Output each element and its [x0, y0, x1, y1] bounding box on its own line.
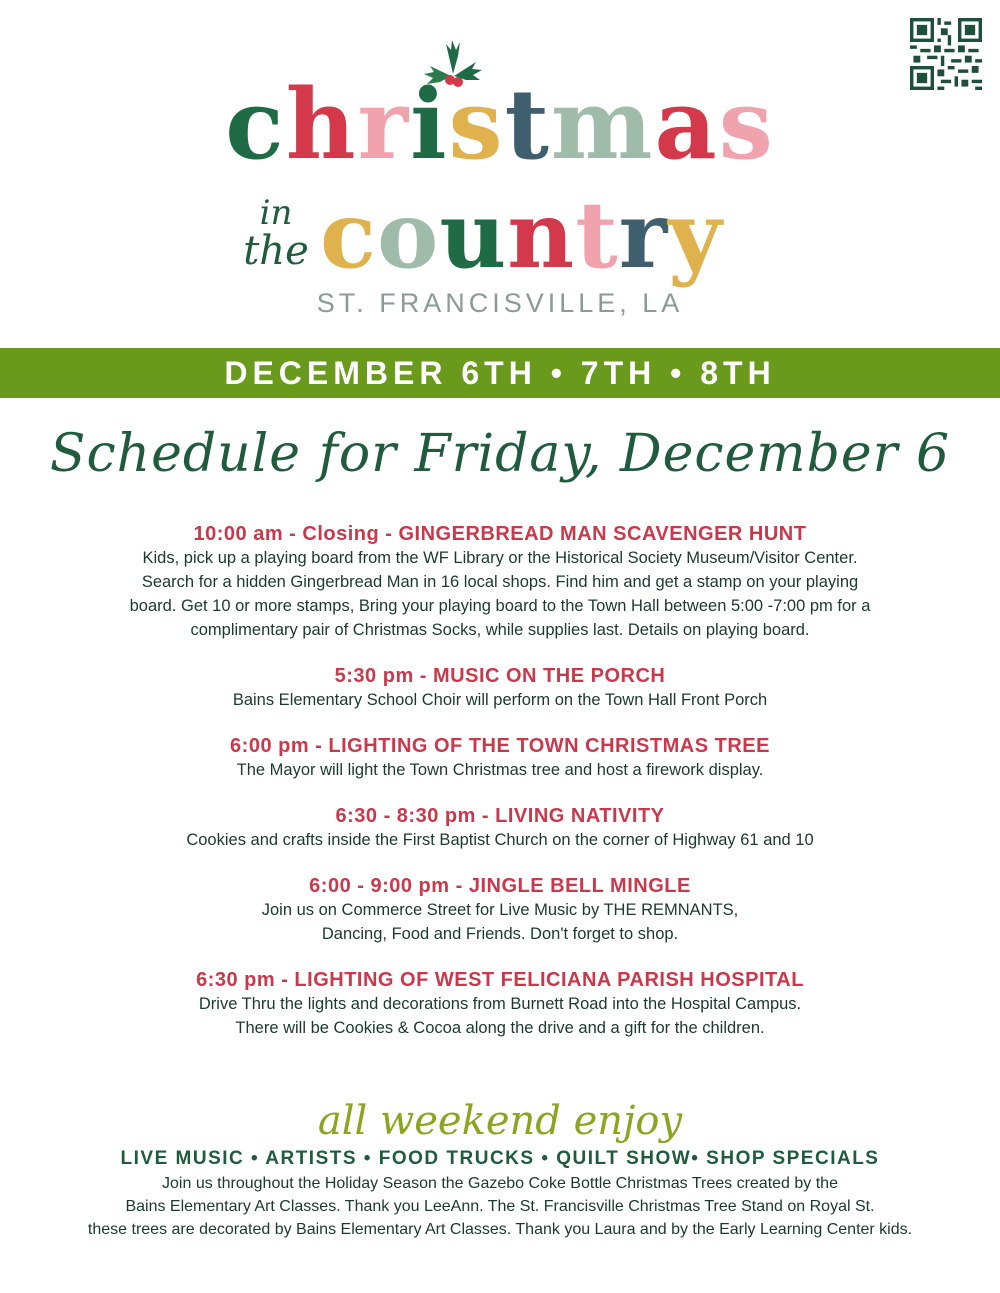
event-heading: 6:30 pm - LIGHTING OF WEST FELICIANA PARISH HOSPITAL [196, 969, 804, 991]
event-description: Join us on Commerce Street for Live Music by THE REMNANTS, Dancing, Food and Friends. Don't forget to shop. [261, 901, 739, 943]
title-letter: c [225, 68, 286, 181]
title-letter: r [618, 181, 669, 289]
event-item [30, 734, 970, 782]
event-item [30, 968, 970, 1040]
event-description: Kids, pick up a playing board from the WF Library or the Historical Society Museum/Visitor Center. Search for a hidden Gingerbread Man in 16 local shops. Find him and get a stamp on your playing board. Get 10 or more stamps, Bring your playing board to the Town Hall between 5:00 -7:00 pm for a complimentary pair of Christmas Socks, while supplies last. Details on playing board. [129, 549, 871, 639]
title-letter: h [285, 68, 358, 181]
date-band [0, 348, 1000, 398]
title-letter: n [507, 181, 576, 289]
event-heading: 6:00 - 9:00 pm - JINGLE BELL MINGLE [309, 875, 691, 897]
title-letter: c [320, 181, 378, 289]
footer-text: Join us throughout the Holiday Season the Gazebo Coke Bottle Christmas Trees created by the Bains Elementary Art Classes. Thank you LeeAnn. The St. Francisville Christmas Tree Stand on Royal St. these trees are decorated by Bains Elementary Art Classes. Thank you Laura and by the Early Learning Center kids. [87, 1175, 913, 1238]
event-item [30, 664, 970, 712]
event-description: The Mayor will light the Town Christmas tree and host a firework display. [236, 761, 764, 779]
event-description: Bains Elementary School Choir will perform on the Town Hall Front Porch [232, 691, 768, 709]
title-letter: y [668, 181, 723, 289]
in-text: in [259, 193, 293, 233]
title-letter: a [654, 68, 719, 181]
event-heading: 5:30 pm - MUSIC ON THE PORCH [334, 665, 666, 687]
event-heading: 6:30 - 8:30 pm - LIVING NATIVITY [335, 805, 665, 827]
title-letter: u [439, 181, 508, 289]
in-the-script [236, 193, 316, 274]
title-letter: m [550, 68, 655, 181]
title-letter: r [357, 68, 411, 181]
event-heading: 6:00 pm - LIGHTING OF THE TOWN CHRISTMAS TREE [230, 735, 770, 757]
event-list [30, 522, 970, 1062]
event-item [30, 874, 970, 946]
title-letter: i [410, 68, 449, 181]
schedule-title: Schedule for Friday, December 6 [49, 424, 951, 484]
event-description: Drive Thru the lights and decorations from Burnett Road into the Hospital Campus. There will be Cookies & Cocoa along the drive and a gift for the children. [198, 995, 802, 1037]
event-description: Cookies and crafts inside the First Baptist Church on the corner of Highway 61 and 10 [186, 831, 814, 849]
title-letter: o [377, 181, 440, 289]
title-country [320, 180, 723, 290]
event-item [30, 804, 970, 852]
title-christmas [0, 70, 1000, 180]
event-item [30, 522, 970, 642]
date-band-text: DECEMBER 6TH • 7TH • 8TH [224, 354, 776, 391]
weekend-highlights: LIVE MUSIC • ARTISTS • FOOD TRUCKS • QUILT SHOW• SHOP SPECIALS [120, 1148, 880, 1169]
the-text: the [243, 228, 309, 274]
title-letter: s [718, 68, 775, 181]
event-heading: 10:00 am - Closing - GINGERBREAD MAN SCAVENGER HUNT [193, 523, 807, 545]
title-letter: t [504, 68, 551, 181]
weekend-script: all weekend enjoy [317, 1098, 683, 1144]
title-letter: t [575, 181, 619, 289]
title-letter: s [448, 68, 505, 181]
location: ST. FRANCISVILLE, LA [316, 288, 684, 318]
